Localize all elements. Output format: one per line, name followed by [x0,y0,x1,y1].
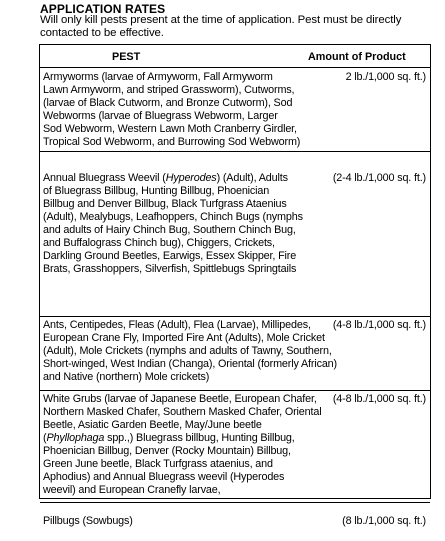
pest-line: (Adult), Mole Crickets (nymphs and adults of Tawny, Southern, [43,345,332,357]
column-header-pest: PEST [112,51,141,63]
pest-line: Lawn Armyworm, and striped Grassworm), Cutworms, [43,84,295,96]
pest-line: Billbug and Denver Billbug, Black Turfgrass Ataenius [43,198,287,210]
pest-line: Darkling Ground Beetles, Earwigs, Essex Skipper, Fire [43,250,297,262]
pest-line: Webworms (larvae of Bluegrass Webworm, Larger [43,110,278,122]
pest-line: (larvae of Black Cutworm, and Bronze Cutworm), Sod [43,97,293,109]
pest-text: ( [43,432,47,444]
intro-line: Will only kill pests present at the time of application. Pest must be directly [40,14,402,26]
amount-cell: (2-4 lb./1,000 sq. ft.) [332,172,426,184]
table-row [40,391,430,503]
pest-cell [43,515,305,528]
table-row [40,317,430,391]
application-rates-table [39,44,431,527]
pest-line: and Native (northern) Mole crickets) [43,371,210,383]
pest-line: of Bluegrass Billbug, Hunting Billbug, Phoenician [43,185,270,197]
column-header-amount: Amount of Product [308,51,406,63]
pest-line: and Buffalograss Chinch bug), Chiggers, Crickets, [43,237,275,249]
pest-line: Brats, Grasshoppers, Silverfish, Spittlebugs Springtails [43,263,297,275]
pest-line: Sod Webworm, Western Lawn Moth Cranberry Girdler, [43,123,297,135]
pest-line: weevil) and European Cranefly larvae, [43,484,221,496]
pest-text: ) (Adult), Adults [216,172,288,184]
intro-line: contacted to be effective. [40,27,164,39]
table-row [40,503,430,541]
table-row [40,68,430,152]
pest-line: Armyworms (larvae of Armyworm, Fall Armyworm [43,71,273,83]
pest-line: Tropical Sod Webworm, and Burrowing Sod Webworm) [43,136,301,148]
amount-cell: (4-8 lb./1,000 sq. ft.) [332,319,426,331]
pest-line [43,432,305,445]
pest-line: Pillbugs (Sowbugs) [43,515,133,527]
pest-cell [43,393,322,497]
pest-line: Short-winged, West Indian (Changa), Oriental (formerly African) [43,358,337,370]
pest-line: Ants, Centipedes, Fleas (Adult), Flea (Larvae), Millipedes, [43,319,311,331]
pest-line: Phoenician Billbug, Denver (Rocky Mountain) Billbug, [43,445,291,457]
pest-line: Beetle, Asiatic Garden Beetle, May/June beetle [43,419,262,431]
pest-text: Annual Bluegrass Weevil ( [43,172,166,184]
table-header [40,45,430,68]
amount-cell: (4-8 lb./1,000 sq. ft.) [332,393,426,405]
intro-paragraph [40,14,440,40]
amount-cell: (8 lb./1,000 sq. ft.) [342,515,426,527]
pest-line: Green June beetle, Black Turfgrass ataenius, and [43,458,273,470]
pest-cell [43,319,337,384]
pest-text: spp.,) Bluegrass billbug, Hunting Billbug, [104,432,295,444]
pest-text-italic: Hyperodes [165,172,217,184]
pest-line [43,172,305,185]
pest-cell [43,172,305,276]
pest-line: and adults of Hairy Chinch Bug, Southern Chinch Bug, [43,224,296,236]
amount-cell: 2 lb./1,000 sq. ft.) [345,71,426,83]
pest-text-italic: Phyllophaga [46,432,105,444]
pest-line: (Adult), Mealybugs, Leafhoppers, Chinch Bugs (nymphs [43,211,303,223]
pest-line: Northern Masked Chafer, Southern Masked Chafer, Oriental [43,406,322,418]
table-row [40,152,430,317]
pest-line: White Grubs (larvae of Japanese Beetle, European Chafer, [43,393,317,405]
pest-line: European Crane Fly, Imported Fire Ant (Adults), Mole Cricket [43,332,325,344]
pest-line: Aphodius) and Annual Bluegrass weevil (Hyperodes [43,471,285,483]
pest-cell [43,71,305,149]
section-heading: APPLICATION RATES [40,2,166,16]
